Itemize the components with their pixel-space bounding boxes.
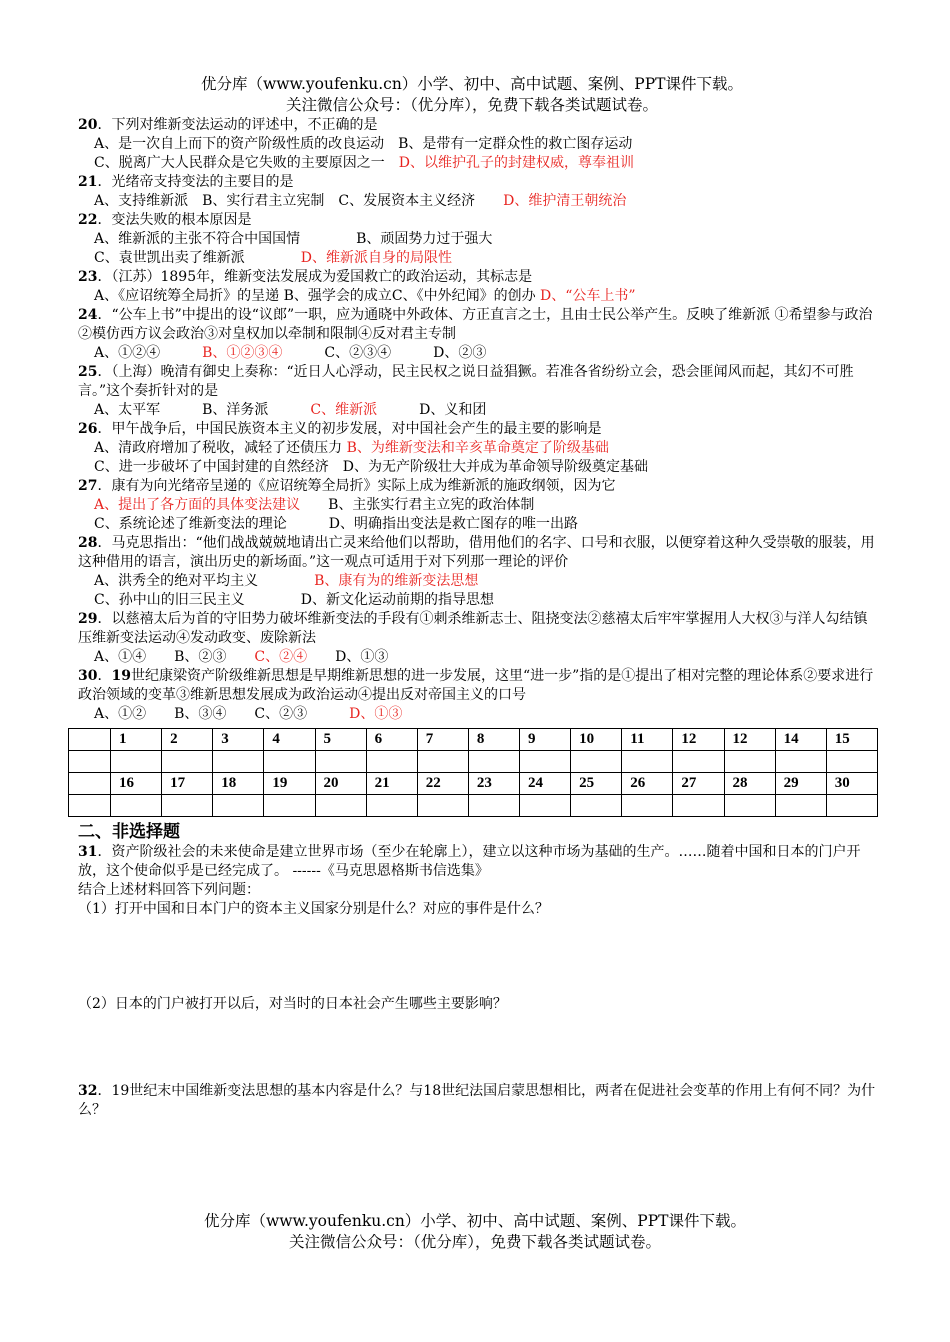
page-header [66,74,878,116]
question-26-options-row1 [78,439,878,458]
answer-table-header-1 [69,729,878,751]
answer-cell[interactable] [213,751,264,773]
question-number: 29 [78,611,98,627]
answer-cell[interactable] [69,795,111,817]
question-32 [78,1082,878,1120]
question-number: 31 [78,844,98,860]
question-30: 30．19世纪康梁资产阶级维新思想是早期维新思想的进一步发展，这里“进一步”指的是①提出了相对完整的理论体系②要求进行政治领域的变革③维新思想发展成为政治运动④提出反对帝国主义的口号 [78,668,874,703]
question-number: 21 [78,174,98,190]
option-b-answer: B、为维新变法和辛亥革命奠定了阶级基础 [346,440,609,456]
option-d: D、①③ [335,649,389,665]
table-number-cell: 15 [826,729,877,751]
answer-cell[interactable] [417,795,468,817]
answer-cell[interactable] [264,795,315,817]
option-c: C、②③④ [324,345,392,361]
question-stem: ．资产阶级社会的未来使命是建立世界市场（至少在轮廓上），建立以这种市场为基础的生产。……随着中国和日本的门户开放，这个使命似乎是已经完成了。 ------《马克思恩格斯书信选集》 [78,844,861,879]
question-22-options-row2 [78,249,878,268]
option-a: A、支持维新派 [94,193,189,209]
answer-cell[interactable] [162,751,213,773]
table-number-cell: 24 [520,773,571,795]
question-number: 24 [78,307,98,323]
answer-table-answer-row-1 [69,751,878,773]
question-20 [78,116,878,135]
option-c: C、进一步破坏了中国封建的自然经济 [94,459,329,475]
answer-space-31-1[interactable] [78,919,878,995]
header-line-2: 关注微信公众号：（优分库），免费下载各类试题试卷。 [285,96,658,114]
option-c: C、《中外纪闻》的创办 [391,288,536,304]
option-d-answer: D、维新派自身的局限性 [300,250,452,266]
question-stem: ．（上海）晚清有御史上奏称：“近日人心浮动，民主民权之说日益猖獗。若准各省纷纷立会，恐会匪闻风而起，其幻不可胜言。”这个奏折针对的是 [78,364,854,399]
table-number-cell: 26 [622,773,673,795]
table-number-cell: 9 [520,729,571,751]
table-number-cell: 30 [826,773,877,795]
question-27-options-row1 [78,496,878,515]
question-stem: ．19世纪末中国维新变法思想的基本内容是什么？与18世纪法国启蒙思想相比，两者在促进社会变革的作用上有何不同？为什么？ [78,1083,876,1118]
option-b: B、②③ [174,649,227,665]
option-a: A、维新派的主张不符合中国国情 [94,231,301,247]
answer-cell[interactable] [468,751,519,773]
question-number: 27 [78,478,98,494]
question-stem: ．马克思指出：“他们战战兢兢地请出亡灵来给他们以帮助，借用他们的名字、口号和衣服，以便穿着这种久受崇敬的服装，用这种借用的语言，演出历史的新场面。”这一观点可适用于对下列那一理论的评价 [78,535,875,570]
question-31-part-1: （1）打开中国和日本门户的资本主义国家分别是什么？对应的事件是什么？ [78,901,549,917]
answer-cell[interactable] [571,751,622,773]
answer-cell[interactable] [315,795,366,817]
table-number-cell: 22 [417,773,468,795]
question-28 [78,534,878,572]
answer-cell[interactable] [622,795,673,817]
section-title: 二、非选择题 [78,822,180,841]
option-a: A、①②④ [94,345,161,361]
answer-cell[interactable] [111,795,162,817]
answer-cell[interactable] [264,751,315,773]
option-d: D、义和团 [419,402,487,418]
table-number-cell: 23 [468,773,519,795]
answer-cell[interactable] [213,795,264,817]
question-number: 32 [78,1083,98,1099]
question-29-options [78,648,878,667]
table-number-cell: 8 [468,729,519,751]
table-corner-cell [69,773,111,795]
table-number-cell: 3 [213,729,264,751]
question-24-options [78,344,878,363]
option-b: B、是带有一定群众性的救亡图存运动 [398,136,633,152]
question-number: 22 [78,212,98,228]
answer-cell[interactable] [69,751,111,773]
option-d-answer: D、以维护孔子的封建权威，尊奉祖训 [398,155,634,171]
table-number-cell: 27 [673,773,724,795]
answer-cell[interactable] [724,795,775,817]
answer-cell[interactable] [366,795,417,817]
option-a: A、清政府增加了税收，减轻了还债压力 [94,440,343,456]
question-number: 20 [78,117,98,133]
question-stem: ．下列对维新变法运动的评述中，不正确的是 [97,117,378,133]
question-22 [78,211,878,230]
question-stem: ．（江苏）1895年，维新变法发展成为爱国救亡的政治运动，其标志是 [97,269,533,285]
question-21-options [78,192,878,211]
option-b-answer: B、康有为的维新变法思想 [314,573,479,589]
option-a: A、①② [94,706,147,722]
question-number: 25 [78,364,98,380]
option-b: B、主张实行君主立宪的政治体制 [328,497,535,513]
option-c: C、②③ [254,706,308,722]
option-a: A、①④ [94,649,147,665]
answer-cell[interactable] [315,751,366,773]
question-27-options-row2 [78,515,878,534]
question-stem: ．以慈禧太后为首的守旧势力破坏维新变法的手段有①刺杀维新志士、阻挠变法②慈禧太后牢牢掌握用人大权③与洋人勾结镇压维新变法运动④发动政变、废除新法 [78,611,868,646]
footer-line-2: 关注微信公众号：（优分库），免费下载各类试题试卷。 [288,1233,661,1251]
table-number-cell: 6 [366,729,417,751]
option-b-answer: B、①②③④ [202,345,283,361]
answer-cell[interactable] [775,795,826,817]
page-footer [0,1211,950,1253]
answer-cell[interactable] [366,751,417,773]
question-stem: ．康有为向光绪帝呈递的《应诏统筹全局折》实际上成为维新派的施政纲领，因为它 [97,478,616,494]
table-number-cell: 21 [366,773,417,795]
answer-cell[interactable] [520,751,571,773]
table-number-cell: 28 [724,773,775,795]
table-number-cell: 20 [315,773,366,795]
question-25 [78,363,878,401]
question-24 [78,306,878,344]
option-a: A、《应诏统筹全局折》的呈递 [94,288,280,304]
option-d: D、明确指出变法是救亡图存的唯一出路 [328,516,578,532]
question-number: 26 [78,421,98,437]
question-number: 28 [78,535,98,551]
option-d-answer: D、①③ [349,706,403,722]
answer-cell[interactable] [468,795,519,817]
table-number-cell: 5 [315,729,366,751]
table-number-cell: 16 [111,773,162,795]
question-31-intro: 结合上述材料回答下列问题： [78,882,260,898]
answer-table [68,728,878,817]
option-d: D、为无产阶级壮大并成为革命领导阶级奠定基础 [342,459,648,475]
question-stem: ．“公车上书”中提出的设“议郎”一职，应为通晓中外政体、方正直言之士，且由士民公举产生。反映了维新派 ①希望参与政治②模仿西方议会政治③对皇权加以牵制和限制④反对君主专制 [78,307,873,342]
table-number-cell: 4 [264,729,315,751]
footer-line-1: 优分库（www.youfenku.cn）小学、初中、高中试题、案例、PPT课件下载。 [203,1212,747,1230]
answer-cell[interactable] [673,751,724,773]
question-20-options-row2 [78,154,878,173]
answer-cell[interactable] [571,795,622,817]
question-number: 30 [78,668,98,684]
question-31 [78,843,878,881]
question-26-options-row2 [78,458,878,477]
table-number-cell: 14 [775,729,826,751]
option-c: C、孙中山的旧三民主义 [94,592,245,608]
table-corner-cell [69,729,111,751]
option-d-answer: D、“公车上书” [540,288,636,304]
option-a: A、洪秀全的绝对平均主义 [94,573,259,589]
exam-page [78,74,878,1188]
question-number: 23 [78,269,98,285]
answer-table-header-2 [69,773,878,795]
answer-cell[interactable] [775,751,826,773]
question-30-options [78,705,878,724]
question-stem: ．甲午战争后，中国民族资本主义的初步发展，对中国社会产生的最主要的影响是 [97,421,602,437]
question-31-part-2: （2）日本的门户被打开以后，对当时的日本社会产生哪些主要影响？ [78,996,507,1012]
option-a: A、太平军 [94,402,161,418]
header-line-1: 优分库（www.youfenku.cn）小学、初中、高中试题、案例、PPT课件下载。 [200,75,744,93]
table-number-cell: 12 [673,729,724,751]
answer-cell[interactable] [417,751,468,773]
question-stem: ．光绪帝支持变法的主要目的是 [97,174,294,190]
table-number-cell: 10 [571,729,622,751]
answer-space-32[interactable] [78,1120,878,1188]
answer-space-31-2[interactable] [78,1014,878,1082]
table-number-cell: 7 [417,729,468,751]
option-c: C、发展资本主义经济 [338,193,476,209]
table-number-cell: 2 [162,729,213,751]
question-26 [78,420,878,439]
option-c-answer: C、维新派 [310,402,378,418]
question-21 [78,173,878,192]
option-b: B、实行君主立宪制 [202,193,325,209]
option-a-answer: A、提出了各方面的具体变法建议 [94,497,301,513]
answer-cell[interactable] [520,795,571,817]
option-a: A、是一次自上而下的资产阶级性质的改良运动 [94,136,385,152]
question-28-options-row1 [78,572,878,591]
table-number-cell: 18 [213,773,264,795]
question-25-options [78,401,878,420]
option-d: D、②③ [433,345,487,361]
option-b: B、顽固势力过于强大 [356,231,493,247]
answer-cell[interactable] [622,751,673,773]
table-number-cell: 29 [775,773,826,795]
option-c: C、脱离广大人民群众是它失败的主要原因之一 [94,155,385,171]
table-number-cell: 17 [162,773,213,795]
option-c: C、袁世凯出卖了维新派 [94,250,245,266]
option-b: B、洋务派 [202,402,269,418]
question-27 [78,477,878,496]
question-28-options-row2 [78,591,878,610]
option-d-answer: D、维护清王朝统治 [503,193,627,209]
answer-cell[interactable] [826,751,877,773]
answer-cell[interactable] [162,795,213,817]
century-number: 19 [111,668,131,684]
question-22-options-row1 [78,230,878,249]
question-23 [78,268,878,287]
question-20-options-row1 [78,135,878,154]
answer-cell[interactable] [111,751,162,773]
option-d: D、新文化运动前期的指导思想 [300,592,494,608]
table-number-cell: 25 [571,773,622,795]
table-number-cell: 19 [264,773,315,795]
answer-cell[interactable] [724,751,775,773]
answer-table-answer-row-2 [69,795,878,817]
option-c-answer: C、②④ [254,649,308,665]
table-number-cell: 1 [111,729,162,751]
answer-cell[interactable] [826,795,877,817]
question-23-options [78,287,878,306]
option-c: C、系统论述了维新变法的理论 [94,516,287,532]
answer-cell[interactable] [673,795,724,817]
table-number-cell: 12 [724,729,775,751]
table-number-cell: 11 [622,729,673,751]
option-b: B、强学会的成立 [283,288,392,304]
question-29 [78,610,878,648]
question-stem: ．变法失败的根本原因是 [97,212,252,228]
question-stem: 世纪康梁资产阶级维新思想是早期维新思想的进一步发展，这里“进一步”指的是①提出了相对完整的理论体系②要求进行政治领域的变革③维新思想发展成为政治运动④提出反对帝国主义的口号 [78,668,874,703]
option-b: B、③④ [174,706,227,722]
